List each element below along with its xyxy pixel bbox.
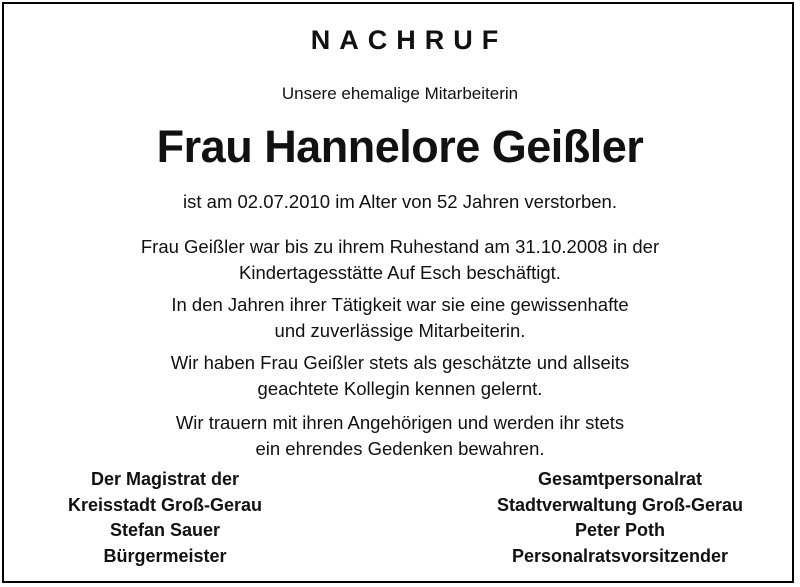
signatory-line: Kreisstadt Groß-Gerau [67,494,263,515]
signatory-line: Der Magistrat der [90,469,240,489]
intro-text: Unsere ehemalige Mitarbeiterin [281,84,519,103]
tribute-line: und zuverlässige Mitarbeiterin. [274,319,526,341]
tribute-line: Kindertagesstätte Auf Esch beschäftigt. [239,261,561,283]
signatory-magistrat [20,467,310,569]
tribute-line: geachtete Kollegin kennen gelernt. [257,377,543,399]
tribute-line: ein ehrendes Gedenken bewahren. [255,437,545,459]
tribute-line: Frau Geißler war bis zu ihrem Ruhestand am 31.10.2008 in der [140,236,660,257]
signatory-name: Peter Poth [574,520,666,540]
deceased-name: Frau Hannelore Geißler [156,121,644,172]
signatory-title: Bürgermeister [103,545,227,566]
signatory-title: Personalratsvorsitzender [511,545,729,566]
signatory-line: Gesamtpersonalrat [537,469,703,489]
tribute-line: Wir trauern mit ihren Angehörigen und werden ihr stets [175,412,625,433]
tribute-line: Wir haben Frau Geißler stets als geschätzte und allseits [170,352,630,373]
death-statement: ist am 02.07.2010 im Alter von 52 Jahren verstorben. [183,191,617,212]
notice-heading: NACHRUF [310,25,508,55]
tribute-text [0,234,800,461]
tribute-paragraph [0,234,800,285]
signatory-line: Stadtverwaltung Groß-Gerau [496,494,744,515]
tribute-paragraph [0,292,800,343]
tribute-paragraph [0,410,800,461]
signatory-personalrat [452,467,788,569]
tribute-paragraph [0,350,800,401]
signatory-name: Stefan Sauer [109,520,221,540]
tribute-line: In den Jahren ihrer Tätigkeit war sie eine gewissenhafte [171,294,629,315]
